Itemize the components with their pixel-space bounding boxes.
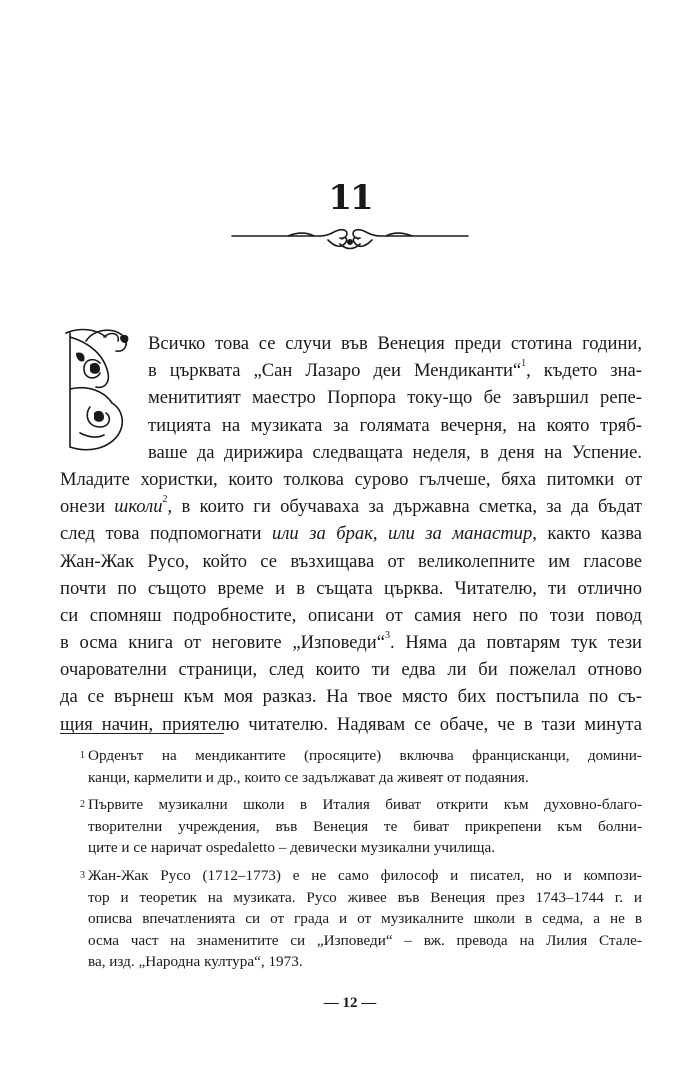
footnotes: [60, 745, 642, 979]
footnote-line: ва, изд. „Народна култура“, 1973.: [88, 953, 303, 971]
footnote-line: ците и се наричат ospedaletto – девически музикални училища.: [88, 839, 496, 857]
body-line: онези школи$^2$, в които ги обучаваха за държавна сметка, за да бъдат: [60, 494, 642, 518]
body-line: да се върнеш към моя разказ. На твое място бих постъпила по съ-: [60, 686, 642, 708]
footnote-line: тор и теоретик на музиката. Русо живее във Венеция през 1743–1744 г. и: [88, 888, 642, 906]
page-number: — 12 —: [323, 995, 377, 1011]
footnote-line: Първите музикални школи в Италия биват открити към духовно-благо-: [88, 796, 642, 814]
body-line: си спомняш подробностите, описани от самия него по този повод: [60, 604, 642, 626]
footnote: [60, 745, 642, 788]
footnote-line: описва впечатленията си от града и от музикалните школи в седма, а не в: [88, 910, 642, 928]
body-line: след това подпомогнати или за брак, или за манастир, както казва: [60, 523, 642, 545]
body-line: почти по същото време и в същата църква. Читателю, ти отлично: [60, 577, 642, 599]
footnote-number: 3: [80, 869, 85, 881]
footnote-line: творителни учреждения, във Венеция те биват прикрепени към болни-: [88, 817, 642, 835]
body-line: ваше да дирижира следващата неделя, в деня на Успение.: [148, 441, 642, 463]
body-line: тицията на музиката за голямата вечерня, на която тряб-: [148, 414, 642, 436]
body-line: Всичко това се случи във Венеция преди стотина години,: [148, 333, 642, 354]
footnote-line: канци, кармелити и др., които се задължават да живеят от подаяния.: [88, 768, 529, 786]
chapter-ornament: [228, 222, 472, 252]
body-line: Жан-Жак Русо, който се възхищава от великолепните им гласове: [60, 550, 642, 572]
body-line: очарователни страници, след които ти едва ли би пожелал отново: [60, 659, 642, 681]
body-text: [60, 330, 642, 738]
body-line: щия начин, приятелю читателю. Надявам се обаче, че в тази минута: [60, 713, 642, 735]
body-line: в църквата „Сан Лазаро деи Мендиканти“$^1$, където зна-: [148, 358, 643, 382]
footnote-line: Орденът на мендикантите (просяците) включва францисканци, домини-: [88, 747, 642, 764]
chapter-number: 11: [328, 178, 372, 218]
footnote-number: 2: [80, 799, 85, 811]
footnote-divider: [60, 733, 224, 734]
footnote-line: осма част на знаменитите си „Изповеди“ – вж. превода на Лилия Стале-: [88, 931, 642, 949]
footnote-ref: 2: [162, 494, 168, 506]
body-line: в осма книга от неговите „Изповеди“$^3$. Няма да повтарям тук тези: [60, 630, 642, 654]
footnote-number: 1: [80, 750, 85, 761]
footnote-ref: 3: [384, 630, 390, 642]
footnote-line: Жан-Жак Русо (1712–1773) е не само философ и писател, но и компози-: [88, 866, 642, 884]
footnote: [60, 794, 642, 859]
body-line: менититият маестро Порпора току-що бе завършил репе-: [148, 387, 642, 409]
footnote: [60, 865, 642, 973]
body-line: Младите хористки, които толкова сурово гълчеше, бяха питомки от: [60, 468, 642, 490]
footnote-ref: 1: [521, 358, 527, 370]
